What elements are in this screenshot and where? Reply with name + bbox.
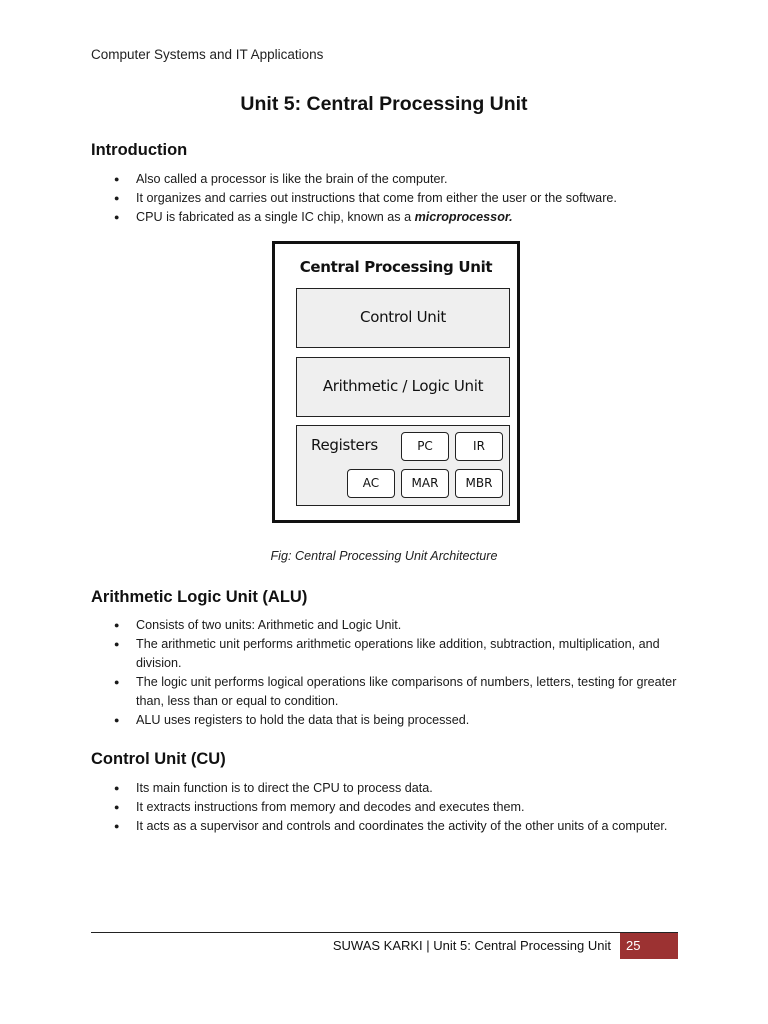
registers-label: Registers [311, 436, 378, 454]
list-item: ● Consists of two units: Arithmetic and Logic Unit. [91, 616, 681, 635]
list-item: ● ALU uses registers to hold the data that is being processed. [91, 711, 681, 730]
figure-title: Central Processing Unit [299, 258, 493, 276]
section-heading-control-unit: Control Unit (CU) [91, 750, 226, 768]
control-unit-bullet-list [91, 779, 681, 836]
control-unit-label: Control Unit [360, 308, 446, 326]
section-heading-introduction: Introduction [91, 141, 188, 159]
register-ir: IR [455, 432, 503, 461]
section-heading-alu: Arithmetic Logic Unit (ALU) [91, 588, 308, 606]
alu-label: Arithmetic / Logic Unit [322, 377, 484, 395]
alu-box [296, 357, 510, 417]
register-mbr: MBR [455, 469, 503, 498]
cpu-architecture-figure [272, 241, 520, 523]
emphasis-text: microprocessor. [414, 210, 513, 224]
running-header: Computer Systems and IT Applications [91, 47, 324, 62]
page-number: 25 [620, 933, 678, 959]
list-item-text: CPU is fabricated as a single IC chip, known as a [136, 210, 415, 224]
figure-caption: Fig: Central Processing Unit Architecture [270, 549, 498, 563]
introduction-bullet-list [91, 170, 681, 227]
list-item [91, 208, 681, 227]
register-ac: AC [347, 469, 395, 498]
control-unit-box [296, 288, 510, 348]
register-pc: PC [401, 432, 449, 461]
footer-text: SUWAS KARKI | Unit 5: Central Processing Unit [332, 938, 611, 953]
list-item: ● Also called a processor is like the brain of the computer. [91, 170, 681, 189]
footer-rule [91, 932, 678, 933]
list-item: ● The logic unit performs logical operations like comparisons of numbers, letters, testing for greater than, less than or equal to condition. [91, 673, 681, 711]
list-item: ● The arithmetic unit performs arithmetic operations like addition, subtraction, multiplication, and division. [91, 635, 681, 673]
alu-bullet-list [91, 616, 681, 730]
list-item: ● It acts as a supervisor and controls and coordinates the activity of the other units of a computer. [91, 817, 681, 836]
register-mar: MAR [401, 469, 449, 498]
list-item: ● It organizes and carries out instructions that come from either the user or the software. [91, 189, 681, 208]
list-item: ● Its main function is to direct the CPU to process data. [91, 779, 681, 798]
registers-box [296, 425, 510, 506]
list-item: ● It extracts instructions from memory and decodes and executes them. [91, 798, 681, 817]
document-title: Unit 5: Central Processing Unit [240, 93, 528, 115]
